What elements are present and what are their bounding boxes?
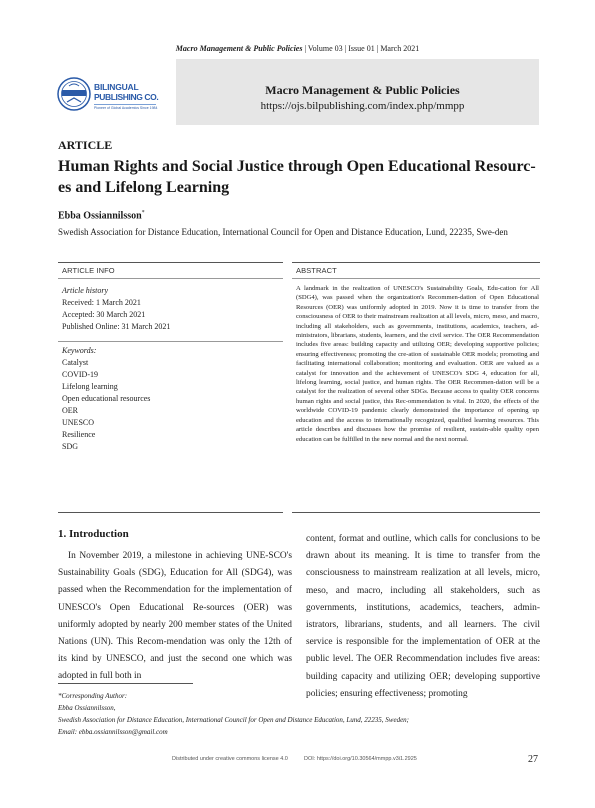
author-name xyxy=(58,210,145,221)
keyword-item: Catalyst xyxy=(62,358,89,367)
page-number: 27 xyxy=(528,754,538,765)
keyword-item: Resilience xyxy=(62,430,96,439)
keywords-label: Keywords: xyxy=(62,346,97,355)
divider-bottom xyxy=(58,512,283,513)
article-info-heading: ARTICLE INFO xyxy=(62,266,115,275)
publisher-tagline: Pioneer of Global Academics Since 1984 xyxy=(94,106,158,110)
keyword-item: Open educational resources xyxy=(62,394,151,403)
running-header-issue: | Volume 03 | Issue 01 | March 2021 xyxy=(302,44,420,53)
abstract-heading: ABSTRACT xyxy=(296,266,337,275)
keyword-item: COVID-19 xyxy=(62,370,98,379)
footnote-affiliation: Swedish Association for Distance Education, International Council for Open and Distance Education, Lund, 22235, Sweden; xyxy=(58,716,410,724)
divider-top xyxy=(58,262,283,263)
journal-url-link[interactable]: https://ojs.bilpublishing.com/index.php/mmpp xyxy=(260,100,465,112)
accepted-date: Accepted: 30 March 2021 xyxy=(62,310,146,319)
author-affiliation: Swedish Association for Distance Education, International Council for Open and Distance Education, Lund, 22235, Swe-den xyxy=(58,227,508,237)
keyword-item: Lifelong learning xyxy=(62,382,118,391)
body-text-right: content, format and outline, which calls for conclusions to be drawn about its meaning. It is time to transfer from the consciousness to mainstream realization at all levels, micro, meso, and macro, including all stakeholders, such as governments, institutions, academics, teachers, admin-istrators, librarians, students, and all learners. The civil service is responsible for the implementation of OER at the public level. The OER Recommendation includes five areas: building capacity and utilizing OER; developing supportive policies; ensuring effectiveness; promoting xyxy=(306,534,540,699)
history-label: Article history xyxy=(62,286,108,295)
publisher-logo xyxy=(56,59,176,125)
footnote-name: Ebba Ossiannilsson, xyxy=(58,704,116,712)
divider-under-heading xyxy=(58,278,283,279)
keyword-item: UNESCO xyxy=(62,418,95,427)
author-mark: * xyxy=(141,210,145,216)
article-type: ARTICLE xyxy=(58,138,113,152)
footer-license: Distributed under creative commons license 4.0 xyxy=(172,756,288,762)
article-title: Human Rights and Social Justice through Open Educational Resourc-es and Lifelong Learning xyxy=(58,158,536,196)
published-date: Published Online: 31 March 2021 xyxy=(62,322,171,331)
footnote-divider xyxy=(58,683,193,684)
section-heading: 1. Introduction xyxy=(58,528,129,540)
footer-doi-link[interactable]: DOI: https://doi.org/10.30564/mmpp.v3i1.2925 xyxy=(304,756,417,762)
keyword-item: OER xyxy=(62,406,78,415)
divider-info-middle xyxy=(58,341,283,342)
publisher-name-line2: PUBLISHING CO. xyxy=(94,92,159,102)
journal-banner xyxy=(56,59,539,125)
publisher-emblem-icon xyxy=(57,77,91,111)
publisher-name-line1: BILINGUAL xyxy=(94,82,139,92)
keywords-block xyxy=(62,345,150,453)
footnote-email[interactable]: Email: ebba.ossiannilsson@gmail.com xyxy=(58,728,168,736)
author-name-text: Ebba Ossiannilsson xyxy=(58,210,142,222)
footnote-label: *Corresponding Author: xyxy=(58,692,128,700)
keyword-item: SDG xyxy=(62,442,79,451)
divider-bottom-abstract xyxy=(292,512,540,513)
banner-journal-name: Macro Management & Public Policies xyxy=(265,83,460,97)
body-text-left: In November 2019, a milestone in achieving UNE-SCO's Sustainability Goals (SDG), Education for All (SDG4), was passed when the Recommendation for the implementation of UNESCO's Open Educational Re-sources (OER) was uniformly adopted by nearly 200 member states of the United Nations (UN). This Recom-mendation was only the 12th of its kind by UNESCO, and just the second one which was adopted in full both in xyxy=(58,551,292,682)
divider-top-abstract xyxy=(292,262,540,263)
running-header-journal: Macro Management & Public Policies xyxy=(175,44,303,53)
article-history xyxy=(62,285,170,333)
received-date: Received: 1 March 2021 xyxy=(62,298,141,307)
publisher-divider xyxy=(94,104,156,105)
running-header xyxy=(0,44,595,53)
abstract-text: A landmark in the realization of UNESCO's Sustainability Goals, Edu-cation for All (SDG4), was passed when the organization's Recommen-dation of Open Educational Resources (OER) was uniformly adopted in 2019. Now it is time to transfer from the consciousness of OER to their mainstream realization at all levels, micro, meso, and macro, including all stakeholders, such as governments, institutions, academics, teachers, ad-ministrators, librarians, students, learners, and the civil service. The OER Recommendation includes five areas: building capacity and utilizing OER; developing supportive policies; ensuring effectiveness; promoting the cre-ation of sustainable OER models; promoting and facilitating international collaboration; monitoring and evaluation. OER are valued as a catalyst for innovation and the achievement of UNESCO's SDG 4, education for all, lifelong learning, social justice, and human rights. The OER Recommen-dation will be a catalyst for the realization of several other SDGs. Because access to quality OER concerns human rights and social justice, this Rec-ommendation is vital. In 2020, the effects of the worldwide COVID-19 pandemic clearly demonstrated the importance of opening up education and the access to internationally recognized, qualified learning resources. This article describes and discusses how the promise of resilient, sustain-able quality open education can be fulfilled in the new normal and the next normal. xyxy=(296,285,539,443)
divider-under-heading-abstract xyxy=(292,278,540,279)
